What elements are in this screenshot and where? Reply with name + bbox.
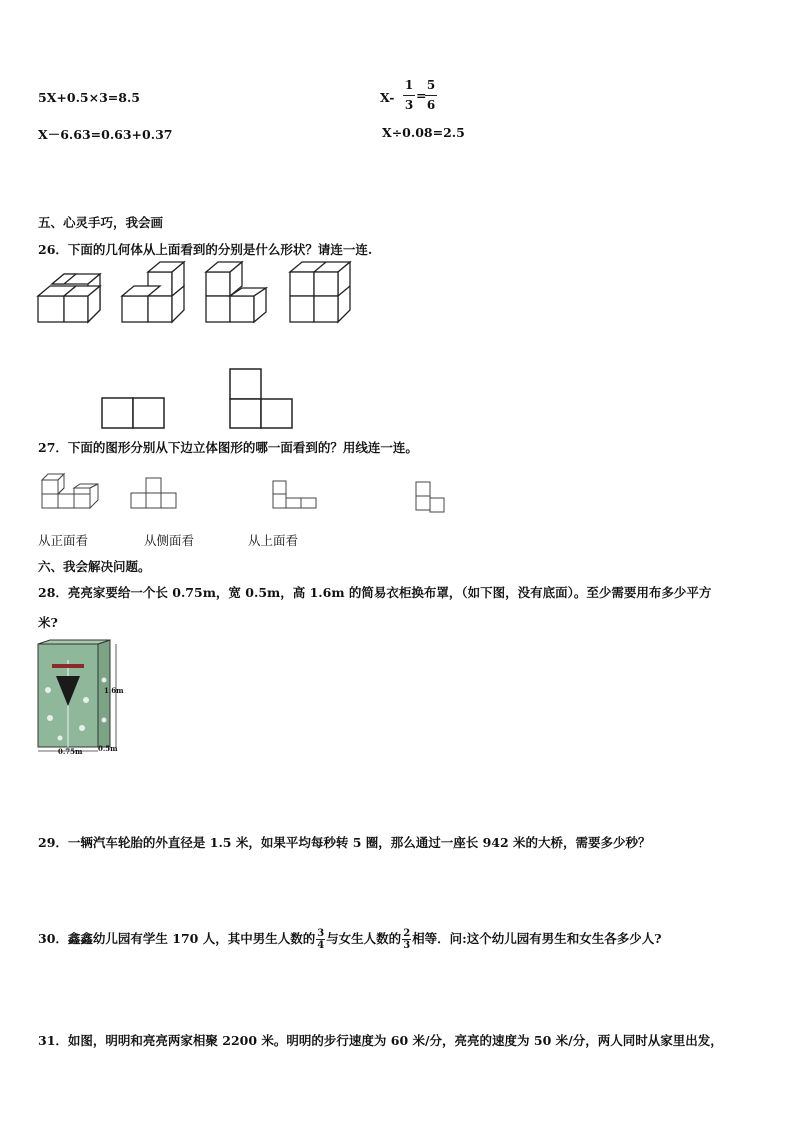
wardrobe-height-label: 1.6m <box>104 686 124 695</box>
equation-2-fraction-2-denominator: 6 <box>426 98 436 112</box>
question-28-line-2: 米? <box>38 615 58 630</box>
q26-solid-1 <box>38 274 100 322</box>
question-30-fraction-1: $\frac{3}{4}$ <box>317 928 325 951</box>
q26-solid-3 <box>206 262 266 322</box>
q27-view-a <box>131 478 176 508</box>
question-28-line-1: 28．亮亮家要给一个长 0.75m，宽 0.5m，高 1.6m 的简易衣柜换布罩，（如下图，没有底面）。至少需要用布多少平方 <box>38 585 712 600</box>
equation-2-fraction-1-denominator: 3 <box>404 98 414 112</box>
equation-4: X÷0.08=2.5 <box>382 125 465 140</box>
section-5-heading: 五、心灵手巧，我会画 <box>38 215 164 230</box>
wardrobe-image <box>38 640 116 751</box>
question-30 <box>38 928 662 951</box>
label-from-front: 从正面看 <box>38 533 89 548</box>
section-6-heading: 六、我会解决问题。 <box>38 559 151 574</box>
equation-2-equals: = <box>416 88 427 103</box>
label-from-side: 从侧面看 <box>144 533 195 548</box>
equation-1: 5X+0.5×3=8.5 <box>38 90 141 105</box>
question-31: 31．如图，明明和亮亮两家相聚 2200 米。明明的步行速度为 60 米/分，亮亮的速度为 50 米/分，两人同时从家里出发， <box>38 1033 723 1048</box>
question-30-part-3: 相等．问:这个幼儿园有男生和女生各多少人? <box>412 931 662 946</box>
q26-top-view-2 <box>230 369 292 428</box>
question-26: 26．下面的几何体从上面看到的分别是什么形状？请连一连. <box>38 242 373 257</box>
wardrobe-length-label: 0.75m <box>58 747 83 756</box>
label-from-top: 从上面看 <box>248 533 299 548</box>
equation-2-fraction-2-numerator: 5 <box>426 78 436 92</box>
equation-2-prefix: X- <box>380 90 395 105</box>
question-30-fraction-2: $\frac{2}{3}$ <box>403 928 411 951</box>
question-29: 29．一辆汽车轮胎的外直径是 1.5 米，如果平均每秒转 5 圈，那么通过一座长 942 米的大桥，需要多少秒？ <box>38 835 651 850</box>
q27-solid <box>42 474 98 508</box>
question-27: 27．下面的图形分别从下边立体图形的哪一面看到的？用线连一连。 <box>38 440 418 455</box>
wardrobe-width-label: 0.5m <box>98 744 118 753</box>
question-30-part-2: 与女生人数的 <box>326 931 402 946</box>
equation-3: X－6.63=0.63+0.37 <box>38 127 173 142</box>
equation-2-fraction-1-numerator: 1 <box>404 78 414 92</box>
question-30-part-1: 30．鑫鑫幼儿园有学生 170 人，其中男生人数的 <box>38 931 316 946</box>
q26-solid-4 <box>290 262 350 322</box>
q26-solid-2 <box>122 262 184 322</box>
q27-view-c <box>416 482 444 512</box>
q26-top-view-1 <box>102 398 164 428</box>
q27-view-b <box>273 481 316 508</box>
